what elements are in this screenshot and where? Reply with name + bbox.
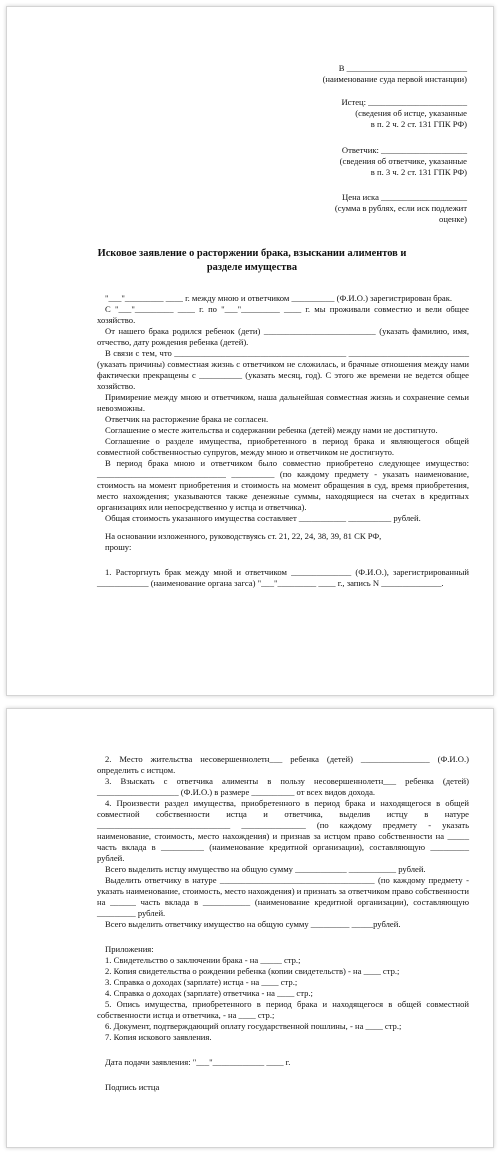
defendant-total: Всего выделить ответчику имущество на общую сумму _________ _____рублей.	[105, 919, 401, 929]
paragraph-property-list: В период брака мною и ответчиком было совместно приобретено следующее имущество: ______________________________ __________ (по каждому предмету - указать наименование, стоимость на момент приобретения и стоимость на момент обращения в суд, время приобретения, место нахождения; указываются также денежные суммы, находящиеся на счетах в кредитных организациях или непосредственно у истца и ответчика).	[97, 458, 472, 512]
paragraph-reconciliation: Примирение между мною и ответчиком, наша дальнейшая совместная жизнь и сохранение семьи невозможны.	[97, 392, 472, 413]
attachment-item: 3. Справка о доходах (зарплате) истца - на ____ стр.;	[105, 977, 298, 987]
attachment-item: 2. Копия свидетельства о рождении ребенка (копии свидетельств) - на ____ стр.;	[105, 966, 400, 976]
paragraph-residence-agreement: Соглашение о месте жительства и содержании ребенка (детей) между нами не достигнуто.	[105, 425, 438, 435]
legal-basis: На основании изложенного, руководствуясь ст. 21, 22, 24, 38, 39, 81 СК РФ,	[105, 531, 382, 541]
paragraph-children: От нашего брака родился ребенок (дети) __________________________ (указать фамилию, имя, отчество, дату рождения ребенка (детей).	[97, 326, 472, 347]
claim-price-note-1: (сумма в рублях, если иск подлежит	[334, 203, 467, 213]
paragraph-reasons: В связи с тем, что ________________________________________ ____________________________ (указать причины) совместная жизнь с ответчиком не сложилась, и брачные отношения между нами фактически прекращены с __________ (указать месяц, год). С этого же времени не ведется общее хозяйство.	[97, 348, 472, 391]
plaintiff-signature: Подпись истца	[105, 1082, 160, 1092]
plaintiff-total: Всего выделить истцу имущество на общую сумму ____________ ___________ рублей.	[105, 864, 426, 874]
paragraph-marriage-registered: "___"_________ ____ г. между мною и ответчиком __________ (Ф.И.О.) зарегистрирован брак.	[105, 293, 453, 303]
attachment-item: 5. Опись имущества, приобретенного в период брака и находящегося в общей совместной собственности истца и ответчика, - на ____ стр.;	[97, 999, 472, 1020]
court-note: (наименование суда первой инстанции)	[322, 74, 467, 84]
plaintiff-block	[297, 97, 467, 130]
attachments-title: Приложения:	[105, 944, 154, 954]
claim-body	[97, 293, 472, 589]
attachment-item: 1. Свидетельство о заключении брака - на _____ стр.;	[105, 955, 301, 965]
court-block	[297, 63, 467, 85]
request-item-2: 2. Место жительства несовершеннолетн___ ребенка (детей) ________________ (Ф.И.О.) определить с истцом.	[97, 754, 472, 775]
defendant-line: Ответчик: ____________________	[341, 145, 467, 155]
filing-date: Дата подачи заявления: "___"____________ ____ г.	[105, 1057, 291, 1067]
request-heading: прошу:	[105, 542, 132, 552]
plaintiff-note-2: в п. 2 ч. 2 ст. 131 ГПК РФ)	[370, 119, 467, 129]
claim-body-continued	[97, 754, 472, 1093]
attachment-item: 4. Справка о доходах (зарплате) ответчика - на ____ стр.;	[105, 988, 313, 998]
defendant-note-1: (сведения об ответчике, указанные	[339, 156, 467, 166]
defendant-note-2: в п. 3 ч. 2 ст. 131 ГПК РФ)	[370, 167, 467, 177]
claim-price-block	[297, 192, 467, 225]
plaintiff-line: Истец: _______________________	[341, 97, 467, 107]
document-page-1	[6, 6, 494, 696]
request-item-4: 4. Произвести раздел имущества, приобретенного в период брака и находящегося в общей совместной собственности истца и ответчика, выделив истцу в натуре _______________________________ _______________ (по каждому предмету - указать наименование, стоимость, место нахождения) и признав за истцом право собственности на _____ часть вклада в __________ (наименование кредитной организации), составляющую _________ рублей.	[97, 798, 472, 863]
paragraph-total-value: Общая стоимость указанного имущества составляет ___________ __________ рублей.	[105, 513, 421, 523]
document-page-2	[6, 708, 494, 1148]
defendant-allocation: Выделить ответчику в натуре ____________________________________ (по каждому предмету - указать наименование, стоимость, место нахождения) и признать за ответчиком право собственности на ______ часть вклада в ___________ (наименование кредитной организации), составляющую _________ рублей.	[97, 875, 472, 918]
title-line-2: разделе имущества	[206, 261, 298, 273]
paragraph-cohabitation: С "___"_________ ____ г. по "___"_________ ____ г. мы проживали совместно и вели общее хозяйство.	[97, 304, 472, 325]
defendant-block	[297, 145, 467, 178]
request-item-3: 3. Взыскать с ответчика алименты в пользу несовершеннолетн___ ребенка (детей) ___________________ (Ф.И.О.) в размере __________ от всех видов дохода.	[97, 776, 472, 797]
paragraph-property-agreement: Соглашение о разделе имущества, приобретенного в период брака и являющегося общей совместной собственностью супругов, между мною и ответчиком не достигнуто.	[97, 436, 472, 457]
attachment-item: 6. Документ, подтверждающий оплату государственной пошлины, - на ____ стр.;	[105, 1021, 402, 1031]
claim-price-line: Цена иска ____________________	[342, 192, 467, 202]
request-item-1: 1. Расторгнуть брак между мной и ответчиком ______________ (Ф.И.О.), зарегистрированный ____________ (наименование органа загса) "___"_________ ____ г., запись N ______________.	[97, 567, 472, 588]
court-line: В ____________________________	[338, 63, 467, 73]
document-title	[67, 247, 437, 274]
plaintiff-note-1: (сведения об истце, указанные	[355, 108, 467, 118]
claim-price-note-2: оценке)	[439, 214, 467, 224]
paragraph-defendant-disagrees: Ответчик на расторжение брака не согласен.	[105, 414, 269, 424]
title-line-1: Исковое заявление о расторжении брака, взыскании алиментов и	[97, 248, 407, 259]
attachment-item: 7. Копия искового заявления.	[105, 1032, 212, 1042]
